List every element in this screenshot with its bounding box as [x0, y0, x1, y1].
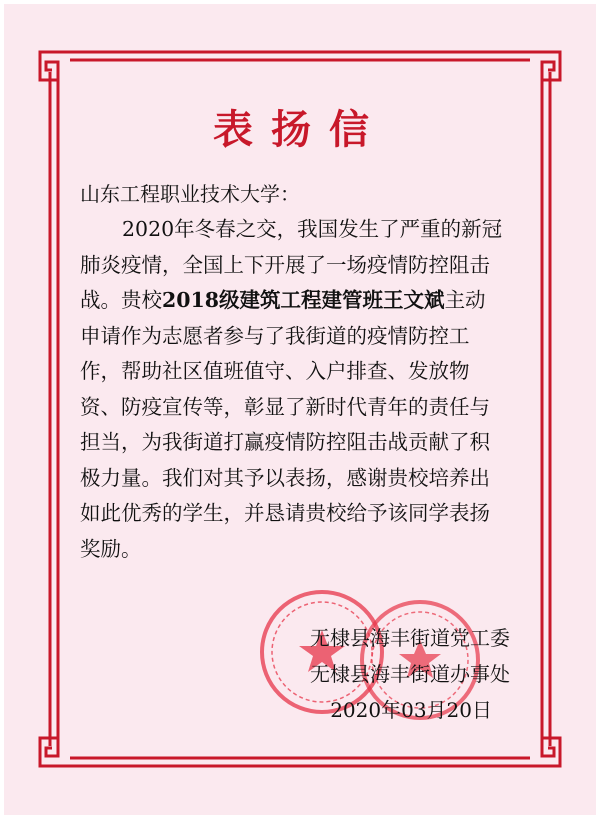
body-text-segment: 战。贵校 [80, 288, 162, 312]
signature-date: 2020年03月20日 [330, 698, 492, 722]
body-line: 资、防疫宣传等，彰显了新时代青年的责任与 [80, 394, 490, 419]
body-line: 极力量。我们对其予以表扬，感谢贵校培养出 [80, 465, 490, 490]
body-line: 2020年冬春之交，我国发生了严重的新冠 [122, 217, 503, 241]
body-line: 奖励。 [80, 536, 142, 561]
signature-org1: 无棣县海丰街道党工委 [310, 626, 510, 650]
salutation: 山东工程职业技术大学： [80, 182, 300, 206]
body-line: 如此优秀的学生，并恳请贵校给予该同学表扬 [80, 501, 490, 525]
body-line: 担当，为我街道打赢疫情防控阻击战贡献了积 [80, 430, 490, 454]
student-name-highlight: 2018级建筑工程建管班王文斌 [162, 288, 445, 312]
body-text-segment: 主动 [444, 288, 486, 312]
body-line: 申请作为志愿者参与了我街道的疫情防控工 [80, 323, 470, 348]
body-line: 肺炎疫情，全国上下开展了一场疫情防控阻击 [80, 252, 490, 277]
letter-title: 表扬信 [213, 106, 387, 153]
body-line: 作，帮助社区值班值守、入户排查、发放物 [80, 359, 470, 383]
signature-org2: 无棣县海丰街道办事处 [310, 662, 510, 686]
